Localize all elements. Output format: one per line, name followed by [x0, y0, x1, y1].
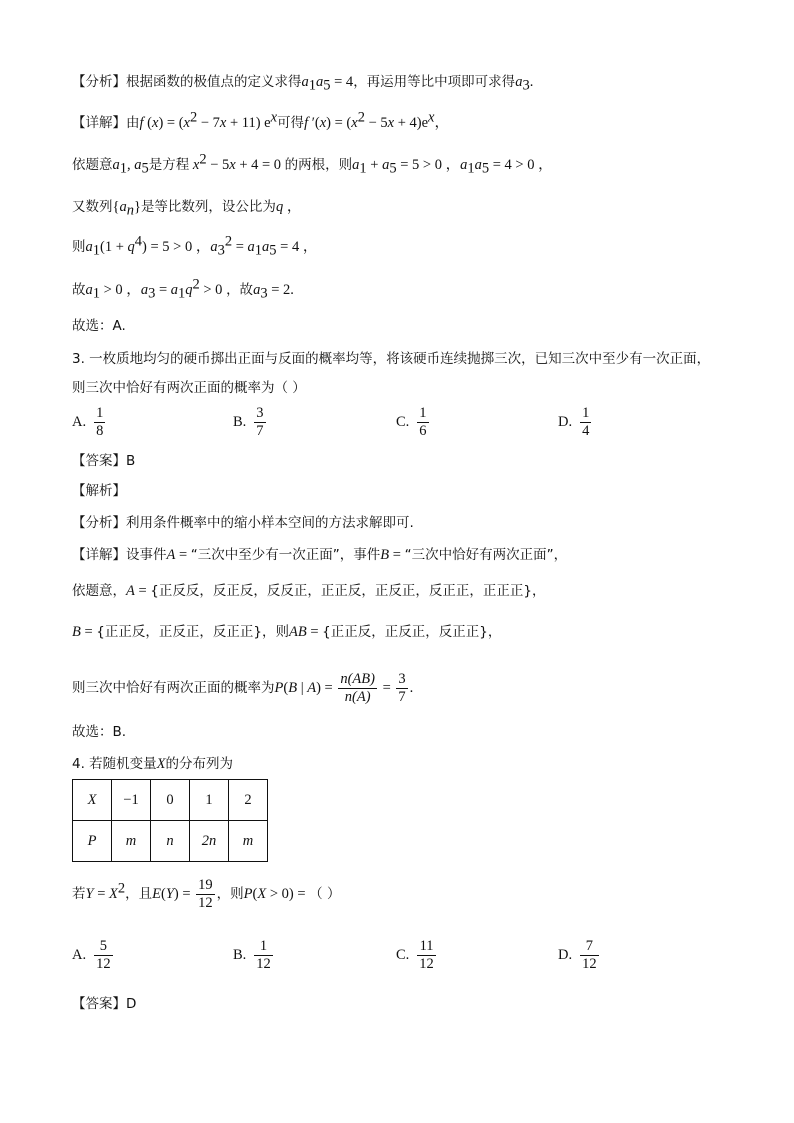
sample-space-line: 依题意，A = {正反反，反正反，反反正，正正反，正反正，反正正，正正正}，: [72, 583, 546, 599]
roots-line: 依题意$a_1$, $a_5$是方程 $x^2 - 5x + 4 = 0$ 的两根，则$a_1 + a_5 = 5 > 0$ ，$a_1a_5 = 4 > 0$ ，: [72, 151, 553, 177]
distribution-table: [72, 779, 268, 862]
question-3-text-cont: 则三次中恰好有两次正面的概率为（ ）: [72, 380, 306, 396]
table-cell: P: [73, 821, 112, 862]
q3-option-a: A. $\frac{1}{8}$: [72, 405, 104, 439]
answer-q4: 【答案】D: [72, 996, 137, 1012]
table-row: [73, 821, 268, 862]
ratio-line: 则$a_1(1 + q^4) = 5 > 0$ ，$a_3^2 = a_1a_5 = 4$ ，: [72, 233, 318, 259]
table-cell: 1: [190, 780, 229, 821]
question-4-condition: 若$Y = X^2$，且E(Y) = $\frac{19}{12}$ ，则P(X > 0) = （ ）: [72, 876, 341, 911]
table-cell: 0: [151, 780, 190, 821]
table-cell: n: [151, 821, 190, 862]
detail-line-q2: 【详解】由f $(x) = (x^2 - 7x + 11)$ $e^x$可得f $'(x) = (x^2 - 5x + 4)e^x$，: [72, 109, 449, 131]
event-b-line: B = {正正反，正反正，反正正}，则AB = {正正反，正反正，反正正}，: [72, 624, 502, 640]
question-4-text: 4. 若随机变量X的分布列为: [72, 756, 234, 772]
table-cell: −1: [112, 780, 151, 821]
choice-line-q2: 故选：A.: [72, 318, 126, 334]
q3-option-b: B. $\frac{3}{7}$: [233, 405, 264, 439]
analysis-line-q3: 【分析】利用条件概率中的缩小样本空间的方法求解即可.: [72, 515, 414, 531]
solution-heading-q3: 【解析】: [72, 483, 126, 499]
table-row: [73, 780, 268, 821]
q4-option-c: C. $\frac{11}{12}$: [396, 938, 434, 972]
table-cell: 2: [229, 780, 268, 821]
table-cell: X: [73, 780, 112, 821]
q4-option-d: D. $\frac{7}{12}$: [558, 938, 597, 972]
q4-option-b: B. $\frac{1}{12}$: [233, 938, 271, 972]
question-3-text: 3. 一枚质地均匀的硬币掷出正面与反面的概率均等，将该硬币连续抛掷三次，已知三次中至少有一次正面，: [72, 351, 711, 367]
sequence-line: 又数列$\{a_n\}$是等比数列，设公比为q ，: [72, 199, 302, 219]
probability-line: 则三次中恰好有两次正面的概率为P(B | A) = $\frac{n(AB)}{n(A)}$ = $\frac{3}{7}$ .: [72, 670, 414, 705]
detail-line-q3: 【详解】设事件A = “三次中至少有一次正面”，事件B = “三次中恰好有两次正面”，: [72, 547, 568, 563]
table-cell: m: [229, 821, 268, 862]
q4-option-a: A. $\frac{5}{12}$: [72, 938, 111, 972]
q3-option-c: C. $\frac{1}{6}$: [396, 405, 427, 439]
choice-line-q3: 故选：B.: [72, 724, 127, 740]
answer-q3: 【答案】B: [72, 453, 136, 469]
q3-option-d: D. $\frac{1}{4}$: [558, 405, 590, 439]
conclusion-line: 故$a_1 > 0$ ，$a_3 = a_1q^2 > 0$ ，故$a_3 = 2$.: [72, 276, 294, 302]
analysis-line-q2: 【分析】根据函数的极值点的定义求得$a_1a_5 = 4$，再运用等比中项即可求得$a_3$.: [72, 74, 534, 94]
table-cell: m: [112, 821, 151, 862]
table-cell: 2n: [190, 821, 229, 862]
